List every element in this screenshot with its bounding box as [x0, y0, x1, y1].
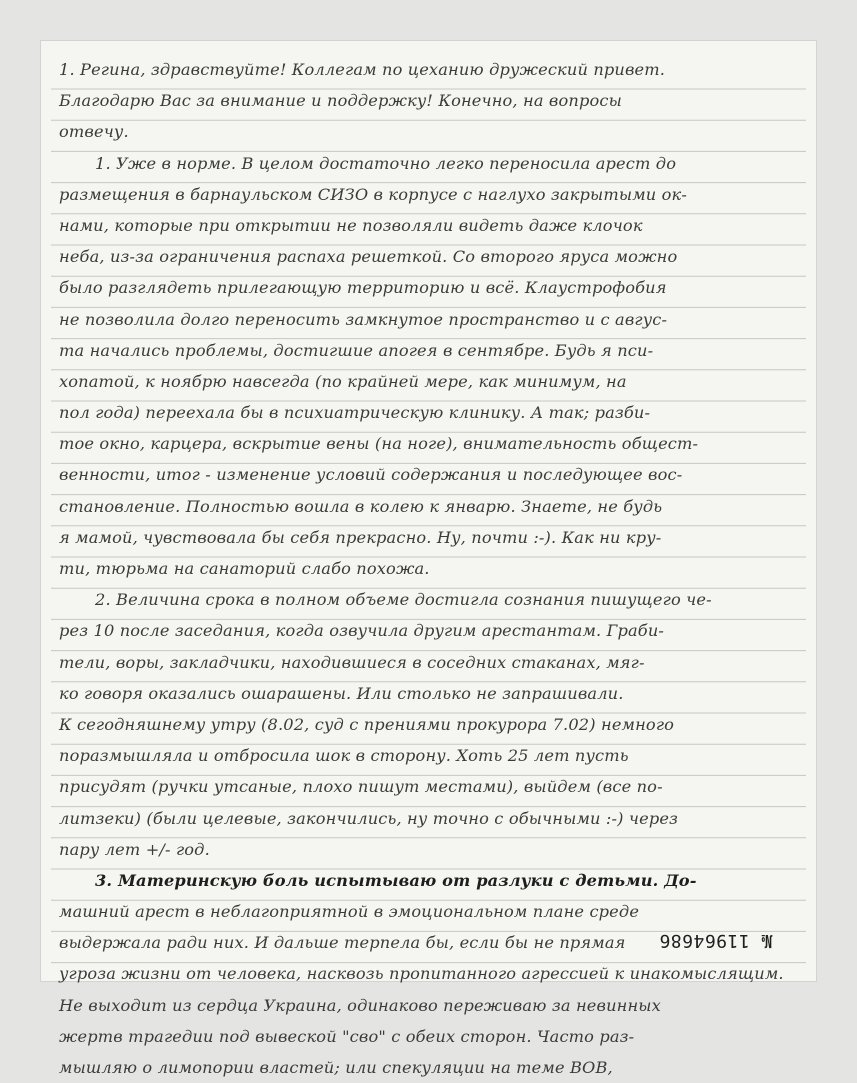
- letter-line: пару лет +/- год.: [59, 839, 210, 859]
- letter-line: было разглядеть прилегающую территорию и всё. Клаустрофобия: [59, 278, 667, 298]
- letter-line: венности, итог - изменение условий содержания и последующее вос-: [59, 465, 683, 485]
- letter-line: тели, воры, закладчики, находившиеся в соседних стаканах, мяг-: [59, 652, 645, 672]
- letter-line: рез 10 после заседания, когда озвучила другим арестантам. Граби-: [59, 621, 665, 641]
- letter-line: хопатой, к ноябрю навсегда (по крайней мере, как минимум, на: [59, 371, 627, 391]
- letter-line: ко говоря оказались ошарашены. Или столько не запрашивали.: [59, 683, 624, 703]
- letter-line: Благодарю Вас за внимание и поддержку! Конечно, на вопросы: [59, 91, 622, 111]
- letter-line: нами, которые при открытии не позволяли видеть даже клочок: [59, 215, 643, 235]
- letter-body: [59, 54, 804, 1083]
- letter-line: 2. Величина срока в полном объеме достигла сознания пишущего че-: [95, 590, 712, 610]
- letter-line: становление. Полностью вошла в колею к январю. Знаете, не будь: [59, 496, 663, 516]
- letter-page: [41, 41, 816, 1077]
- document-number-stamp: № 11964686: [658, 930, 772, 951]
- letter-line: не позволила долго переносить замкнутое пространство и с авгус-: [59, 309, 668, 329]
- letter-line: литзеки) (были целевые, закончились, ну точно с обычными :-) через: [59, 808, 679, 828]
- letter-line: жертв трагедии под вывеской "сво" с обеих сторон. Часто раз-: [59, 1026, 635, 1046]
- letter-line: угроза жизни от человека, насквозь пропитанного агрессией к инакомыслящим.: [59, 964, 784, 984]
- letter-line: 1. Регина, здравствуйте! Коллегам по цеханию дружеский привет.: [59, 60, 666, 79]
- letter-line: я мамой, чувствовала бы себя прекрасно. Ну, почти :-). Как ни кру-: [59, 527, 662, 547]
- letter-line: ти, тюрьма на санаторий слабо похожа.: [59, 559, 430, 578]
- letter-line: Не выходит из сердца Украина, одинаково переживаю за невинных: [59, 995, 661, 1015]
- letter-line: выдержала ради них. И дальше терпела бы, если бы не прямая: [59, 933, 626, 953]
- letter-line: 1. Уже в норме. В целом достаточно легко переносила арест до: [95, 153, 677, 173]
- letter-line: пол года) переехала бы в психиатрическую клинику. А так; разби-: [59, 403, 651, 423]
- letter-line: мышляю о лимопории властей; или спекуляции на теме ВОВ,: [59, 1058, 613, 1077]
- letter-line: 3. Материнскую боль испытываю от разлуки с детьми. До-: [95, 870, 697, 890]
- letter-line: К сегодняшнему утру (8.02, суд с прениями прокурора 7.02) немного: [59, 714, 675, 734]
- letter-line: размещения в барнаульском СИЗО в корпусе с наглухо закрытыми ок-: [59, 184, 687, 204]
- letter-line: неба, из-за ограничения распаха решеткой. Со второго яруса можно: [59, 247, 678, 267]
- letter-line: машний арест в неблагоприятной в эмоциональном плане среде: [59, 902, 640, 922]
- letter-line: та начались проблемы, достигшие апогея в сентябре. Будь я пси-: [59, 340, 654, 360]
- letter-line: тое окно, карцера, вскрытие вены (на ноге), внимательность общест-: [59, 434, 699, 454]
- letter-line: присудят (ручки утсаные, плохо пишут местами), выйдем (все по-: [59, 777, 663, 797]
- letter-line: отвечу.: [59, 122, 129, 142]
- letter-line: поразмышляла и отбросила шок в сторону. Хоть 25 лет пусть: [59, 746, 629, 766]
